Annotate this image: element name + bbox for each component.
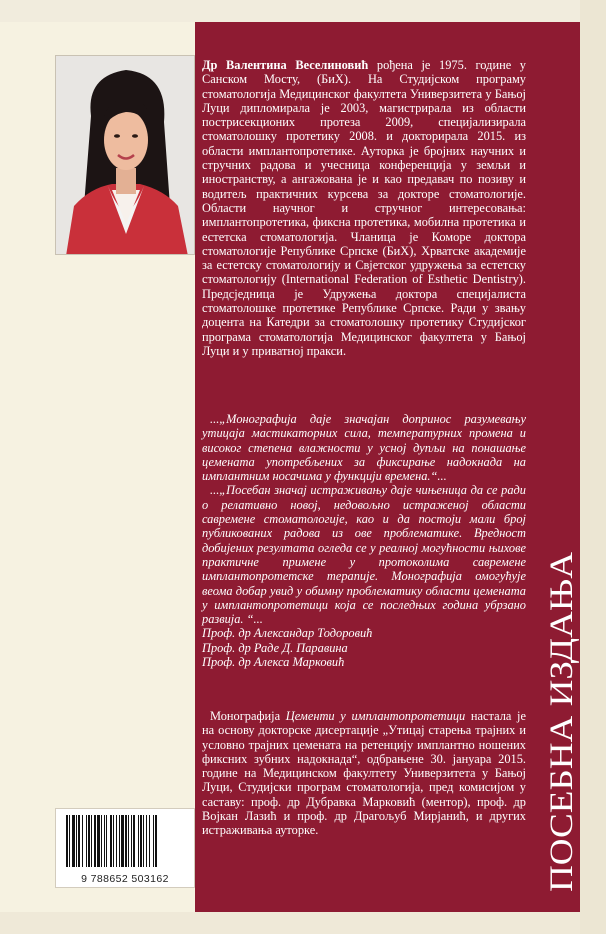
cream-top-strip [0, 0, 606, 22]
author-bio-text: рођена је 1975. године у Санском Мосту, (БиХ). На Студијском програму стоматологија Медицинског факултета Универзитета у Бањој Луци дипломирала је 2003, магистрирала из области пострисекционих протеза 2009, специјализирала стоматолошку протетику 2008. и докторирала 2015. из области имплантопротетике. Ауторка је бројних научних и стручних радова и учесница конференција у земљи и иностранству, а ангажована је и као предавач по позиву и водитељ практичних курсева за докторе стоматологије. Области научног и стручног интересовања: имплантопротетика, фиксна протетика, мобилна протетика и естетска стоматологија. Чланица је Коморе доктора стоматологије Републике Српске (БиХ), Хрватске академије за естетску стоматологију и Свјетског удружења за естетску стоматологију (International Federation of Esthetic Dentistry). Предсједница је Удружења доктора специјалиста стоматолошке протетике Републике Српске. Ради у звању доцента на Катедри за стоматолошку протетику Студијског програма стоматологија Медицинског факултета у Бањој Луци и у приватној пракси. [202, 58, 527, 358]
reviewer-signature: Проф. др Александар Тодоровић [202, 626, 373, 641]
series-title-text: ПОСЕБНА ИЗДАЊА [544, 589, 580, 892]
quote-paragraph-2: ...„Посебан значај истраживању даје чињеница да се ради о релативно новој, недовољно истраженој области савремене стоматологије, као и да постоји мали број публикованих радова из ове проблематике. Вредност добијених резултата огледа се у реалној могућности њихове практичне примене у протоколима савремене имплантопротетске терапије. Монографија омогућује веома добар увид у обимну проблематику области цемената у имплантопротетици која се последњих година убрзано развија. “... [202, 483, 526, 627]
monograph-rest: настала је на основу докторске дисертације „Утицај старења трајних и условно трајних цемената на ретенцију имплантно ношених фиксних зубних надокнада“, одбрањене 30. јануара 2015. године на Медицинском факултету Универзитета у Бањој Луци, Студијски програм стоматологија, пред комисијом у саставу: проф. др Дубравка Марковић (ментор), проф. др Војкан Лазић и проф. др Драгољуб Мирјанић, и других истраживања ауторке. [202, 709, 526, 838]
cream-bottom-strip [0, 912, 606, 934]
barcode-number: 9 788652 503162 [81, 873, 169, 885]
author-photo [55, 55, 195, 255]
cover-right-edge [580, 0, 606, 934]
barcode-bars-icon [56, 809, 196, 871]
monograph-title: Цементи у имплантопротетици [285, 709, 466, 723]
isbn-barcode [55, 808, 195, 888]
author-bio [202, 58, 526, 358]
series-title [541, 540, 581, 900]
author-name: Др Валентина Веселиновић [202, 58, 369, 72]
quote-paragraph-1: ...„Монографија даје значајан допринос разумевању утицаја мастикаторних сила, температурних промена и високог степена влажности у усној дупљи на понашање цемената употребљених за фиксирање надокнада на имплантним носачима у функцији времена.“... [202, 412, 526, 484]
reviewer-signature: Проф. др Раде Д. Паравина [202, 640, 348, 655]
monograph-lead: Монографија [210, 709, 286, 723]
reviewer-signature: Проф. др Алекса Марковић [202, 655, 345, 670]
review-quote [202, 412, 526, 669]
monograph-note [202, 709, 526, 838]
